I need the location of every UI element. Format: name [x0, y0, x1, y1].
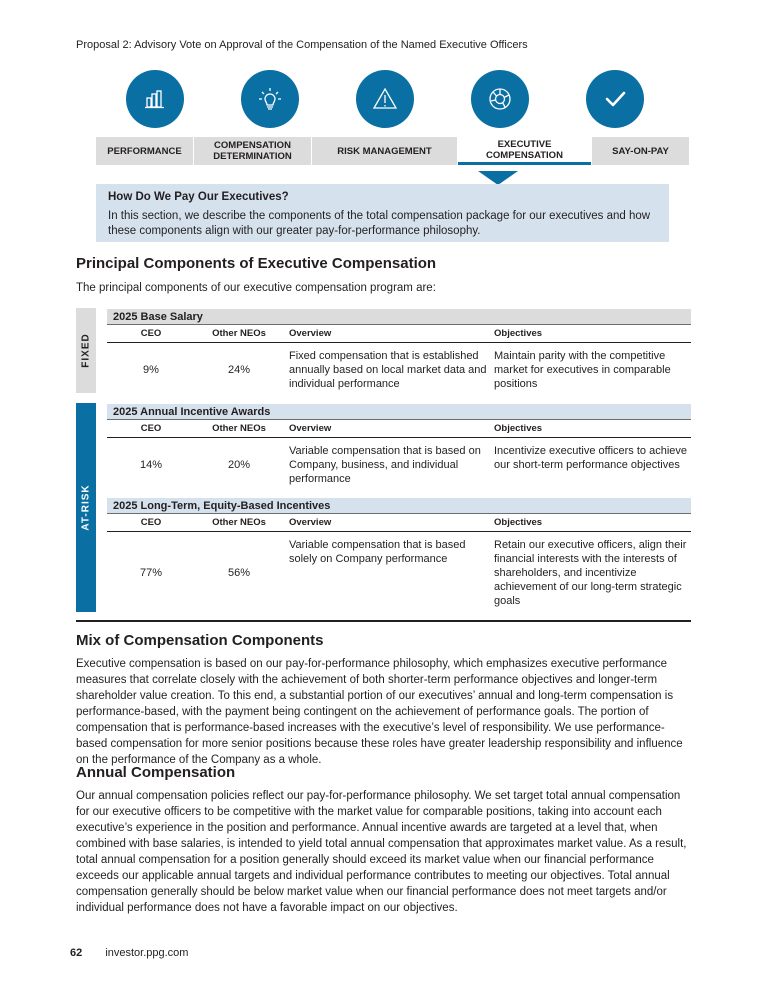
mix-paragraph: Executive compensation is based on our pay-for-performance philosophy, which emphasizes executive performance measures that correlate closely with the achievement of both shorter-term performance objectives and longer-term shareholder value creation. To this end, a substantial portion of our executives’ annual and long-term compensation is performance-based, with the payment being contingent on the achievement of performance goals. The portion of compensation that is performance-based increases with the executive’s level of responsibility. We use performance-based compensation for more senior positions because these roles have greater leadership responsibility and influence on the performance of the Company as a whole.: [76, 658, 683, 766]
ceo-value: 14%: [139, 459, 163, 471]
component-long-term-incentives: [107, 498, 691, 614]
callout-title: How Do We Pay Our Executives?: [108, 191, 289, 203]
annual-heading: Annual Compensation: [76, 764, 236, 781]
col-header-objectives: Objectives: [494, 517, 543, 528]
component-base-salary: [107, 309, 691, 397]
nav-icon-performance[interactable]: [126, 70, 184, 128]
col-header-ceo: CEO: [140, 328, 162, 339]
col-header-objectives: Objectives: [494, 328, 543, 339]
fixed-label: [76, 308, 96, 393]
neo-value: 20%: [227, 459, 251, 471]
col-header-overview: Overview: [289, 423, 332, 434]
pie-chart-icon: [483, 82, 517, 116]
at-risk-label: [76, 403, 96, 612]
neo-value: 24%: [227, 364, 251, 376]
callout-box: [96, 184, 669, 242]
principal-heading: Principal Components of Executive Compensation: [76, 255, 437, 272]
ceo-value: 77%: [139, 567, 163, 579]
principal-intro: The principal components of our executive compensation program are:: [76, 282, 436, 294]
section-nav-tabs: [96, 137, 689, 165]
col-header-neo: Other NEOs: [212, 328, 266, 339]
col-header-ceo: CEO: [140, 517, 162, 528]
column-header-row: [107, 420, 691, 438]
nav-icon-say-on-pay[interactable]: [586, 70, 644, 128]
col-header-neo: Other NEOs: [212, 423, 266, 434]
page-number: 62: [70, 947, 83, 959]
tab-say-on-pay[interactable]: SAY-ON-PAY: [592, 137, 689, 165]
callout-text: In this section, we describe the components of the total compensation package for our executives and how these components align with our greater pay-for-performance philosophy.: [108, 210, 651, 237]
component-title: 2025 Long-Term, Equity-Based Incentives: [107, 498, 691, 514]
page-footer: [70, 947, 188, 959]
nav-icon-compensation-determination[interactable]: [241, 70, 299, 128]
tab-compensation-determination[interactable]: COMPENSATION DETERMINATION: [194, 137, 311, 165]
component-annual-incentive: [107, 404, 691, 492]
col-header-objectives: Objectives: [494, 423, 543, 434]
section-nav-icons: [96, 70, 692, 128]
neo-value: 56%: [227, 567, 251, 579]
col-header-overview: Overview: [289, 517, 332, 528]
objectives-text: Maintain parity with the competitive market for executives in comparable positions: [494, 350, 671, 390]
table-row: [107, 438, 691, 492]
component-title: 2025 Base Salary: [107, 309, 691, 325]
col-header-neo: Other NEOs: [212, 517, 266, 528]
overview-text: Variable compensation that is based on Company, business, and individual performance: [289, 445, 481, 485]
bar-chart-icon: [138, 82, 172, 116]
table-bottom-rule: [76, 620, 691, 622]
tab-risk-management[interactable]: RISK MANAGEMENT: [312, 137, 457, 165]
nav-icon-risk-management[interactable]: [356, 70, 414, 128]
nav-icon-executive-compensation[interactable]: [471, 70, 529, 128]
annual-paragraph: Our annual compensation policies reflect our pay-for-performance philosophy. We set target total annual compensation for our executive officers to be competitive with the market value for comparable positions, taking into account each executive’s experience in the position and performance. Annual incentive awards are targeted at a level that, when combined with base salaries, is intended to yield total annual compensation that approximates market value. As a result, total annual compensation for a position generally should exceed its market value when our financial performance exceeds our applicable annual targets and individual performance contributes to meeting our objectives. Total annual compensation generally should be below market value when our financial performance does not meet targets and/or individual performance does not have a favorable impact on our objectives.: [76, 790, 687, 914]
lightbulb-icon: [253, 82, 287, 116]
footer-url[interactable]: investor.ppg.com: [105, 947, 189, 959]
tab-performance[interactable]: PERFORMANCE: [96, 137, 193, 165]
ceo-value: 9%: [143, 364, 159, 376]
overview-text: Variable compensation that is based solely on Company performance: [289, 539, 466, 565]
table-row: [107, 343, 691, 397]
column-header-row: [107, 514, 691, 532]
active-tab-pointer: [478, 171, 518, 185]
table-row: [107, 532, 691, 614]
fixed-label-text: FIXED: [80, 333, 92, 368]
warning-icon: [368, 82, 402, 116]
running-head: Proposal 2: Advisory Vote on Approval of the Compensation of the Named Executive Officers: [76, 39, 528, 51]
column-header-row: [107, 325, 691, 343]
checkmark-icon: [598, 82, 632, 116]
objectives-text: Incentivize executive officers to achieve our short-term performance objectives: [494, 445, 688, 471]
objectives-text: Retain our executive officers, align their financial interests with the interests of shareholders, and incentivize achievement of our long-term strategic goals: [494, 539, 687, 607]
component-title: 2025 Annual Incentive Awards: [107, 404, 691, 420]
overview-text: Fixed compensation that is established annually based on local market data and individual performance: [289, 350, 487, 390]
at-risk-label-text: AT-RISK: [80, 484, 92, 531]
mix-heading: Mix of Compensation Components: [76, 632, 324, 649]
tab-executive-compensation[interactable]: EXECUTIVE COMPENSATION: [458, 137, 591, 165]
col-header-overview: Overview: [289, 328, 332, 339]
col-header-ceo: CEO: [140, 423, 162, 434]
